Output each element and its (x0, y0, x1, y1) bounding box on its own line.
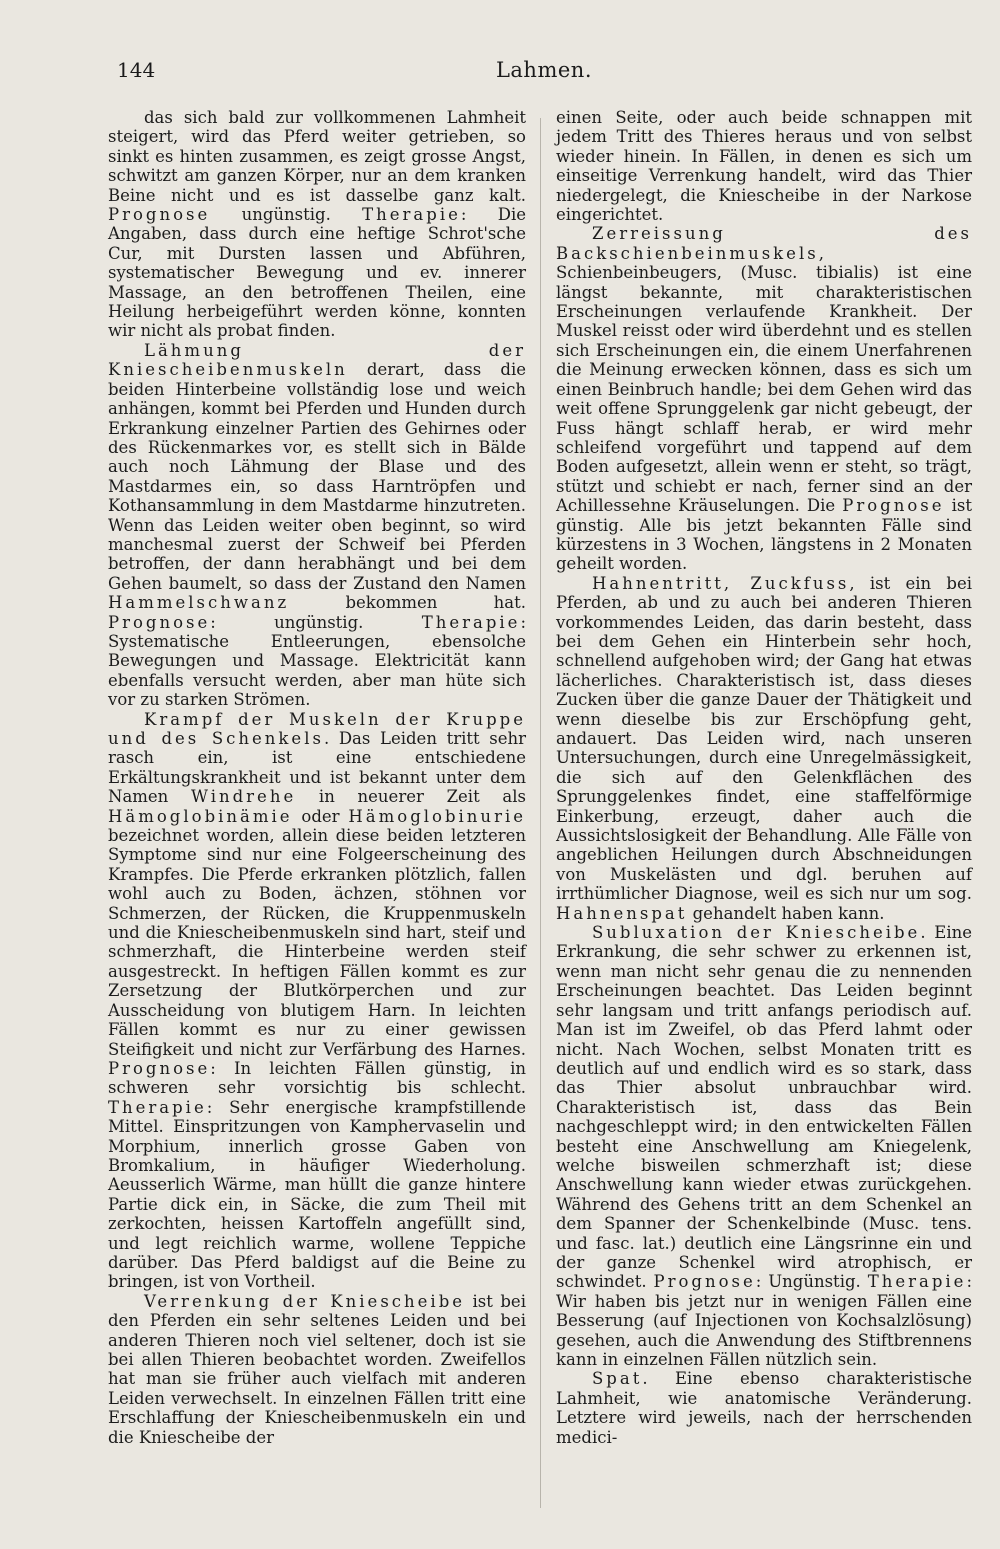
text-run: ist bei den Pferden ein sehr seltenes Leiden und bei anderen Thieren noch viel seltener, doch ist sie bei allen Thieren beobachtet worden. Zweifellos hat man sie früher auch vielfach mit anderen Leiden verwechselt. In einzelnen Fällen tritt eine Erschlaffung der Kniescheibenmuskeln ein und die Kniescheibe der (108, 1291, 526, 1447)
text-run: derart, dass die beiden Hinterbeine vollständig lose und weich anhängen, kommt bei Pferden und Hunden durch Erkrankung einzelner Partien des Gehirnes oder des Rückenmarkes vor, es stellt sich in Bälde auch noch Lähmung der Blase und des Mastdarmes ein, so dass Harntröpfen und Kothansammlung in dem Mastdarme hinzutreten. Wenn das Leiden weiter oben beginnt, so wird manchesmal zuerst der Schweif bei Pferden betroffen, der dann herabhängt und bei dem Gehen baumelt, so dass der Zustand den Namen (108, 360, 526, 593)
spaced-term: Subluxation der Kniescheibe (592, 923, 921, 943)
paragraph (108, 108, 526, 341)
spaced-term: Hahnentritt, Zuckfuss (592, 573, 850, 593)
paragraph (108, 341, 526, 710)
paragraph (556, 923, 972, 1369)
spaced-term: Hahnenspat (556, 903, 688, 923)
text-run: einen Seite, oder auch beide schnappen mit jedem Tritt des Thieres heraus und von selbst wieder hinein. In Fällen, in denen es sich um einseitige Verrenkung handelt, wird das Thier niedergelegt, die Kniescheibe in der Narkose eingerichtet. (556, 108, 972, 225)
spaced-term: Therapie (867, 1272, 967, 1292)
spaced-term: Zerreissung des Backschienbeinmuskels (556, 224, 972, 263)
spaced-term: Therapie (421, 612, 521, 632)
spaced-term: Prognose (108, 205, 211, 225)
spaced-term: Krampf der Muskeln der Kruppe und des Schenkels (108, 709, 526, 748)
paragraph (556, 574, 972, 923)
text-run: . Eine Erkrankung, die sehr schwer zu erkennen ist, wenn man nicht sehr genau die zu nennenden Erscheinungen beachtet. Das Leiden beginnt sehr langsam und tritt anfangs periodisch auf. Man ist im Zweifel, ob das Pferd lahmt oder nicht. Nach Wochen, selbst Monaten tritt es deutlich auf und endlich wird es so stark, dass das Thier absolut unbrauchbar wird. Charakteristisch ist, dass das Bein nachgeschleppt wird; in den entwickelten Fällen besteht eine Anschwellung am Kniegelenk, welche bisweilen schmerzhaft ist; diese Anschwellung kann wieder etwas zurückgehen. Während des Gehens tritt an dem Schenkel an dem Spanner der Schenkelbinde (Musc. tens. und fasc. lat.) deutlich eine Längsrinne ein und der ganze Schenkel wird atrophisch, er schwindet. (556, 923, 972, 1292)
spaced-term: Prognose (108, 612, 211, 632)
paragraph (108, 710, 526, 1292)
spaced-term: Prognose (842, 496, 945, 516)
paragraph (108, 1292, 526, 1447)
spaced-term: Lähmung der Kniescheibenmuskeln (108, 340, 526, 380)
spaced-term: Hammelschwanz (108, 593, 290, 613)
text-run: : Die Angaben, dass durch eine heftige Schrot'sche Cur, mit Dursten lassen und Abführen, systematischer Bewegung und ev. innerer Massage, an den betroffenen Theilen, eine Heilung herbeigeführt werden könne, konnten wir nicht als probat finden. (108, 205, 527, 341)
column-divider (540, 118, 541, 1508)
right-text-column (556, 108, 972, 1447)
text-run: gehandelt haben kann. (687, 903, 885, 923)
spaced-term: Verrenkung der Kniescheibe (144, 1291, 466, 1311)
text-run: : Systematische Entleerungen, ebensolche Bewegungen und Massage. Elektricität kann ebenfalls versucht werden, aber man hüte sich vor zu starken Strömen. (108, 612, 526, 710)
text-run: ungünstig. (210, 205, 363, 225)
text-run: , Schienbeinbeugers, (Musc. tibialis) ist eine längst bekannte, mit charakteristischen Erscheinungen verlaufende Krankheit. Der Muskel reisst oder wird überdehnt und es stellen sich Erscheinungen ein, die einem Unerfahrenen die Meinung erwecken können, dass es sich um einen Beinbruch handle; bei dem Gehen wird das weit offene Sprunggelenk gar nicht gebeugt, der Fuss hängt schlaff herab, er wird mehr schleifend vorgeführt und tappend auf dem Boden aufgesetzt, allein wenn er steht, so trägt, stützt und schiebt er nach, ferner sind an der Achillessehne Kräuselungen. Die (556, 243, 972, 516)
page-number: 144 (117, 58, 156, 82)
spaced-term: Windrehe (191, 787, 297, 807)
text-run: in neuerer Zeit als (296, 787, 526, 807)
running-title: Lahmen. (495, 58, 592, 82)
paragraph (556, 224, 972, 573)
spaced-term: Spat (592, 1369, 643, 1389)
text-run: : Sehr energische krampfstillende Mittel. Einspritzungen von Kamphervaselin und Morphium, innerlich grosse Gaben von Bromkalium, in häufiger Wiederholung. Aeusserlich Wärme, man hüllt die ganze hintere Partie dick ein, in Säcke, die zum Theil mit zerkochten, heissen Kartoffeln angefüllt sind, und legt reichlich warme, wollene Teppiche darüber. Das Pferd baldigst auf die Beine zu bringen, ist von Vortheil. (108, 1097, 526, 1292)
text-run: . Eine ebenso charakteristische Lahmheit, wie anatomische Veränderung. Letztere wird jeweils, nach der herrschenden medici- (556, 1369, 972, 1447)
text-run: bezeichnet worden, allein diese beiden letzteren Symptome sind nur eine Folgeerscheinung des Krampfes. Die Pferde erkranken plötzlich, fallen wohl auch zu Boden, ächzen, stöhnen vor Schmerzen, der Rücken, die Kruppenmuskeln und die Kniescheibenmuskeln sind hart, steif und schmerzhaft, die Hinterbeine werden steif ausgestreckt. In heftigen Fällen kommt es zur Zersetzung der Blutkörperchen und zur Ausscheidung von blutigem Harn. In leichten Fällen kommt es nur zu einer gewissen Steifigkeit und nicht zur Verfärbung des Harnes. (108, 826, 526, 1059)
spaced-term: Hämoglobinämie (108, 806, 293, 826)
text-run: : Ungünstig. (755, 1272, 868, 1292)
text-run: : ungünstig. (210, 612, 422, 632)
spaced-term: Hämoglobinurie (348, 806, 526, 826)
text-run: , ist ein bei Pferden, ab und zu auch bei anderen Thieren vorkommendes Leiden, das darin besteht, dass bei dem Gehen ein Hinterbein sehr hoch, schnellend aufgehoben wird; der Gang hat etwas lächerliches. Charakteristisch ist, dass dieses Zucken über die ganze Dauer der Thätigkeit und wenn dieselbe bis zur Erschöpfung geht, andauert. Das Leiden wird, nach unseren Untersuchungen, durch eine Unregelmässigkeit, die sich auf den Gelenkflächen des Sprunggelenkes findet, eine staffelförmige Einkerbung, erzeugt, daher auch die Aussichtslosigkeit der Behandlung. Alle Fälle von angeblichen Heilungen durch Abschneidungen von Muskelästen und dgl. beruhen auf irrthümlicher Diagnose, weil es sich nur um sog. (556, 573, 972, 904)
text-run: das sich bald zur vollkommenen Lahmheit steigert, wird das Pferd weiter getrieben, so sinkt es hinten zusammen, es zeigt grosse Angst, schwitzt am ganzen Körper, nur an dem kranken Beine nicht und es ist dasselbe ganz kalt. (108, 108, 526, 205)
spaced-term: Prognose (108, 1058, 211, 1078)
paragraph (556, 1369, 972, 1447)
text-run: ist günstig. Alle bis jetzt bekannten Fälle sind kürzestens in 3 Wochen, längstens in 2 Monaten geheilt worden. (556, 496, 972, 574)
text-run: : In leichten Fällen günstig, in schweren sehr vorsichtig bis schlecht. (108, 1058, 526, 1098)
text-run: bekommen hat. (289, 593, 526, 613)
spaced-term: Prognose (653, 1272, 756, 1292)
text-run: : Wir haben bis jetzt nur in wenigen Fällen eine Besserung (auf Injectionen von Kochsalzlösung) gesehen, auch die Anwendung des Stiftbrennens kann in einzelnen Fällen nützlich sein. (556, 1272, 972, 1369)
left-text-column (108, 108, 526, 1447)
spaced-term: Therapie (108, 1097, 207, 1117)
paragraph (556, 108, 972, 224)
text-run: oder (292, 806, 349, 826)
text-run: . Das Leiden tritt sehr rasch ein, ist eine entschiedene Erkältungskrankheit und ist bekannt unter dem Namen (108, 729, 527, 807)
spaced-term: Therapie (362, 205, 461, 225)
